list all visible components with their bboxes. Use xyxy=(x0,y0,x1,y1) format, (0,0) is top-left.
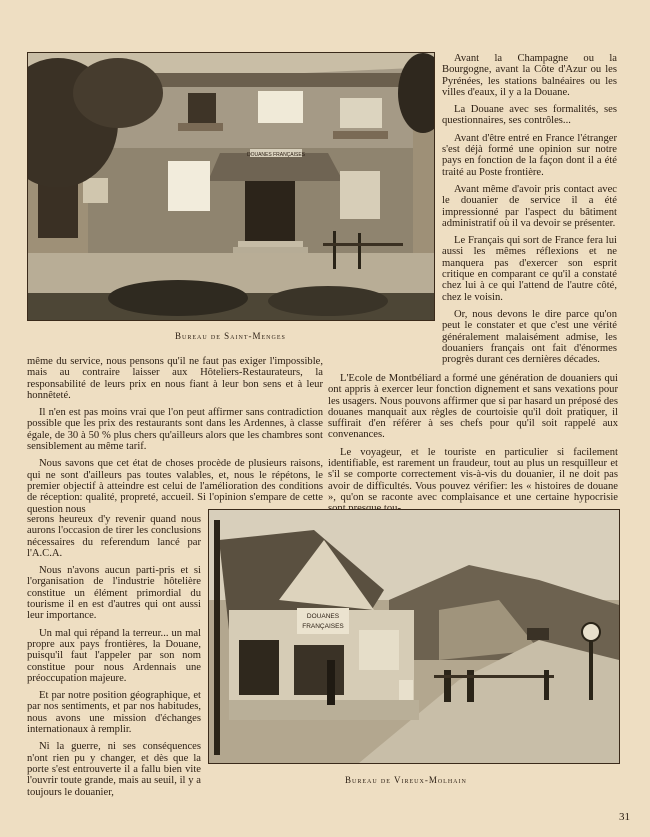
paragraph: Avant d'être entré en France l'étranger s'est déjà formé une opinion sur notre pays en fonction de la façon dont il a été traité au Poste frontière. xyxy=(442,132,617,178)
photo-saint-menges xyxy=(27,52,435,321)
paragraph: Avant même d'avoir pris contact avec le douanier de service il a été impressionné par l'aspect du bâtiment administratif où il va devoir se présenter. xyxy=(442,183,617,229)
paragraph: Avant la Champagne ou la Bourgogne, avant la Côte d'Azur ou les Pyrénées, les stations balnéaires ou les villes d'eaux, il y a la Douane. xyxy=(442,53,617,98)
column-left-middle xyxy=(27,356,323,521)
paragraph: Nous n'avons aucun parti-pris et si l'organisation de l'industrie hôtelière constitue un élément primordial du tourisme il en est d'autres qui ont aussi leur importance. xyxy=(27,565,201,622)
column-right-top xyxy=(442,53,617,371)
paragraph: L'Ecole de Montbéliard a formé une génération de douaniers qui ont appris à exercer leur fonction dignement et sans vexations pour les usagers. Nous pouvons affirmer que si par hasard un préposé des douanes manquait aux règles de courtoisie qu'il doit pratiquer, il suffirait d'en référer à ses chefs pour qu'il soit rappelé aux convenances. xyxy=(328,373,618,441)
column-right-middle xyxy=(328,373,618,521)
paragraph: Le Français qui sort de France fera lui aussi les mêmes réflexions et ne manquera pas d'exercer son esprit critique en comparant ce qu'il a constaté chez lui à ce qui l'attend de l'autre côté, chez le voisin. xyxy=(442,235,617,303)
customs-chalet-image xyxy=(209,510,619,763)
photo-vireux-molhain xyxy=(208,509,620,764)
caption-saint-menges: Bureau de Saint-Menges xyxy=(175,331,286,341)
paragraph: La Douane avec ses formalités, ses questionnaires, ses contrôles... xyxy=(442,104,617,127)
paragraph: Nous savons que cet état de choses procède de plusieurs raisons, qui ne sont d'ailleurs pas toutes valables, et, nous le répétons, le premier objectif à atteindre est celui de l'amélioration des conditions de réception: qualité, propreté, accueil. Si l'opinion s'empare de cette question nous xyxy=(27,458,323,515)
paragraph: Or, nous devons le dire parce qu'on peut le constater et que c'est une vérité généralement malaisément admise, les douaniers français ont fait d'énormes progrès durant ces dernières décades. xyxy=(442,308,617,366)
paragraph: Le voyageur, et le touriste en particulier si facilement identifiable, est rarement un fraudeur, tout au plus un resquilleur et s'il se comporte correctement vis-à-vis du douanier, il ne doit pas avoir de difficultés. Vous pouvez vérifier: les « histoires de douane », qu'on se raconte avec complaisance et une certaine hypocrisie xyxy=(328,446,618,503)
page-number: 31 xyxy=(619,811,630,823)
paragraph: serons heureux d'y revenir quand nous aurons l'occasion de tirer les conclusions nécessaires du referendum lancé par l'A.C.A. xyxy=(27,514,201,559)
sign-douanes-francaises: DOUANES FRANÇAISES xyxy=(246,152,306,158)
customs-house-image xyxy=(28,53,434,320)
paragraph: Ni la guerre, ni ses conséquences n'ont rien pu y changer, et dès que la porte s'est entrouverte il a fallu bien vite l'ouvrir toute grande, mais au seuil, il y a toujours le douanier, xyxy=(27,741,201,798)
column-left-bottom xyxy=(27,514,201,804)
sign-francaises: FRANÇAISES xyxy=(302,623,344,630)
paragraph: même du service, nous pensons qu'il ne faut pas exiger l'impossible, mais au contraire laisser aux Hôteliers-Restaurateurs, la responsabilité de leurs prix en nous fiant à leur bon sens et à leur honnêteté. xyxy=(27,356,323,401)
paragraph: Et par notre position géographique, et par nos sentiments, et par nos habitudes, nous avons une mission d'échanges internationaux à remplir. xyxy=(27,690,201,736)
sign-douanes: DOUANES xyxy=(306,613,340,620)
caption-vireux-molhain: Bureau de Vireux-Molhain xyxy=(345,775,467,785)
paragraph: Il n'en est pas moins vrai que l'on peut affirmer sans contradiction possible que les prix des restaurants sont dans les Ardennes, à classe égale, de 30 à 50 % plus chers qu'ailleurs alors que les chambres sont sensiblement au même tarif. xyxy=(27,407,323,453)
paragraph: Un mal qui répand la terreur... un mal propre aux pays frontières, la Douane, puisqu'il faut l'appeler par son nom constitue pour nous Ardennais une préoccupation majeure. xyxy=(27,627,201,684)
